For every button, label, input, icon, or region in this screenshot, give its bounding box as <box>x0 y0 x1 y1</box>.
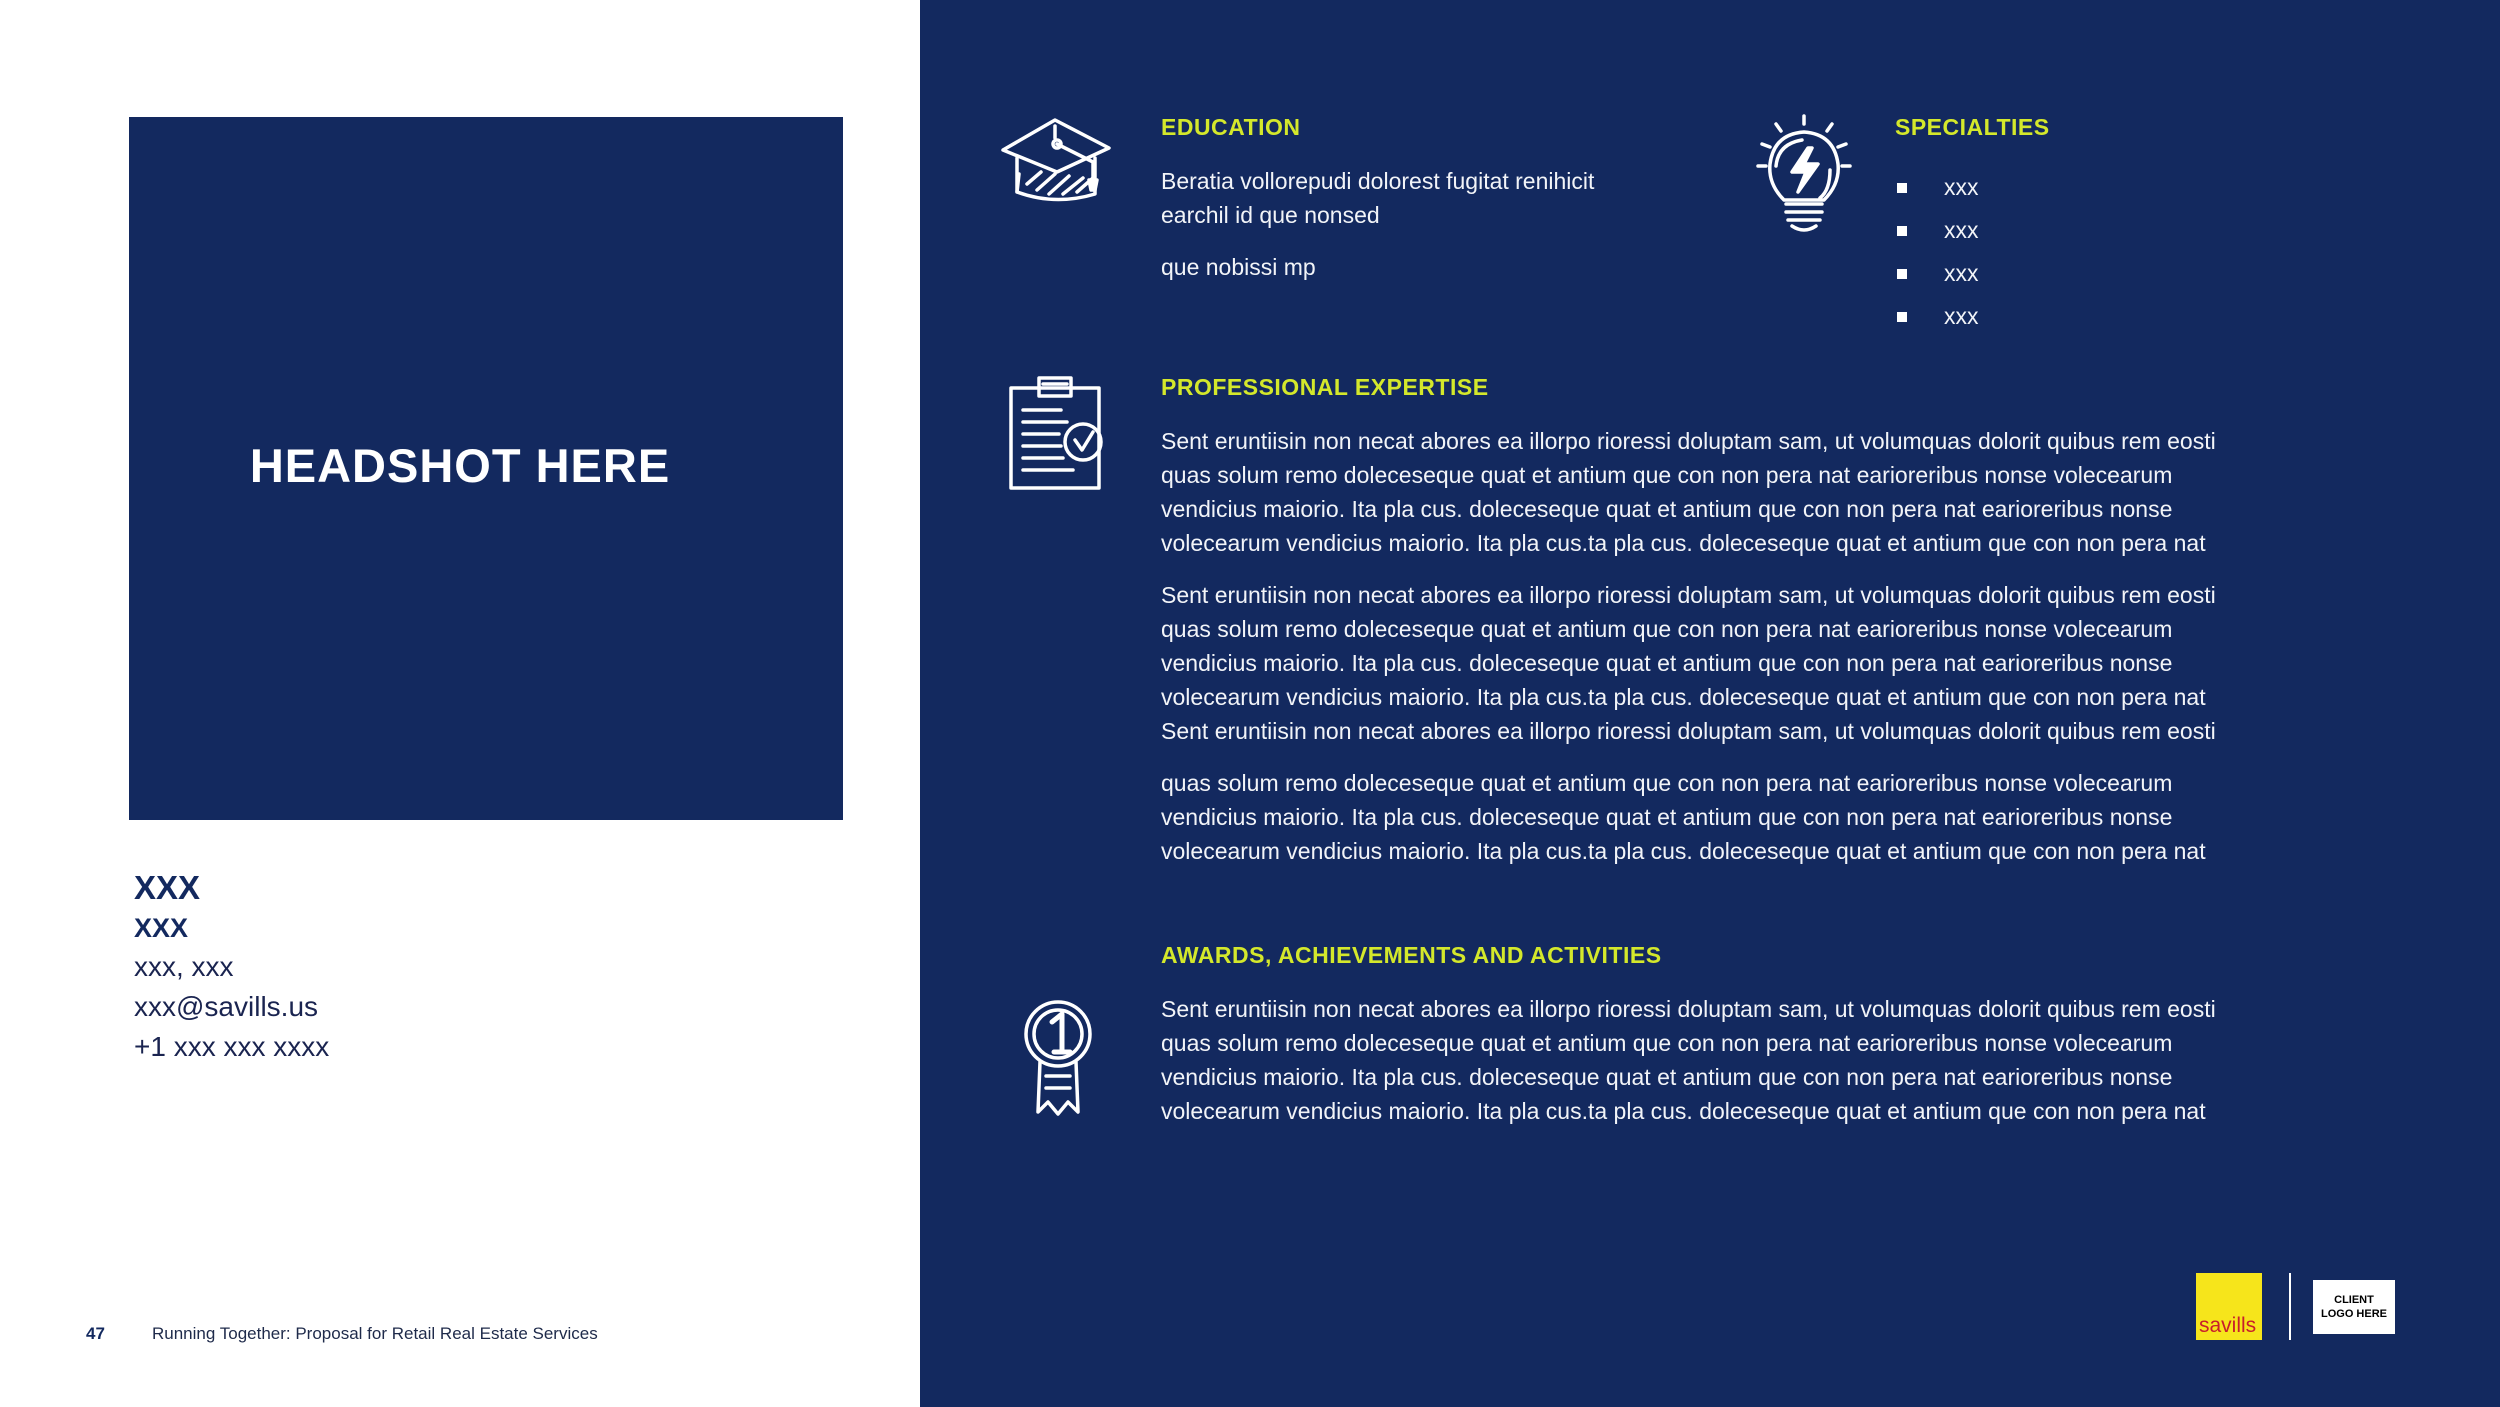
education-paragraph: que nobissi mp <box>1161 254 1316 280</box>
specialties-heading: SPECIALTIES <box>1895 114 2050 140</box>
person-title: XXX <box>134 913 189 943</box>
person-name: XXX <box>134 869 201 906</box>
savills-logo <box>2196 1273 2262 1340</box>
education-heading: EDUCATION <box>1161 114 1301 140</box>
page-number: 47 <box>86 1324 105 1343</box>
awards-heading: AWARDS, ACHIEVEMENTS AND ACTIVITIES <box>1161 942 1662 968</box>
education-paragraph: Beratia vollorepudi dolorest fugitat renihicit earchil id que nonsed <box>1161 168 1595 228</box>
lightbulb-icon <box>1754 114 1854 234</box>
document-title: Running Together: Proposal for Retail Real Estate Services <box>152 1324 598 1343</box>
list-item: xxx <box>1895 166 1979 209</box>
bullet-square-icon <box>1897 312 1907 322</box>
list-item: xxx <box>1895 252 1979 295</box>
logo-divider <box>2289 1273 2291 1340</box>
award-ribbon-icon <box>1018 998 1098 1118</box>
profile-panel <box>0 0 920 1407</box>
expertise-paragraph: Sent eruntiisin non necat abores ea illorpo rioressi doluptam sam, ut volumquas dolorit quibus rem eosti quas solum remo doleceseque quat et antium que con non pera nat earioreribus nonse volecearum vendicius maiorio. Ita pla cus. doleceseque quat et antium que con non pera nat earioreribus nonse volecearum vendicius maiorio. Ita pla cus.ta pla cus. doleceseque quat et antium que con non pera nat <box>1161 428 2216 556</box>
client-logo-placeholder <box>2313 1280 2395 1334</box>
graduation-cap-icon <box>997 114 1115 206</box>
list-item: xxx <box>1895 209 1979 252</box>
savills-logo-text: savills <box>2199 1314 2257 1337</box>
bullet-square-icon <box>1897 226 1907 236</box>
expertise-paragraph: quas solum remo doleceseque quat et antium que con non pera nat earioreribus nonse volecearum vendicius maiorio. Ita pla cus. doleceseque quat et antium que con non pera nat earioreribus nonse volecearum vendicius maiorio. Ita pla cus.ta pla cus. doleceseque quat et antium que con non pera nat <box>1161 770 2206 864</box>
expertise-paragraph: Sent eruntiisin non necat abores ea illorpo rioressi doluptam sam, ut volumquas dolorit quibus rem eosti quas solum remo doleceseque quat et antium que con non pera nat earioreribus nonse volecearum vendicius maiorio. Ita pla cus. doleceseque quat et antium que con non pera nat earioreribus nonse volecearum vendicius maiorio. Ita pla cus.ta pla cus. doleceseque quat et antium que con non pera nat Sent eruntiisin non necat abores ea illorpo rioressi doluptam sam, ut volumquas dolorit quibus rem eosti <box>1161 582 2216 744</box>
awards-paragraph: Sent eruntiisin non necat abores ea illorpo rioressi doluptam sam, ut volumquas dolorit quibus rem eosti quas solum remo doleceseque quat et antium que con non pera nat earioreribus nonse volecearum vendicius maiorio. Ita pla cus. doleceseque quat et antium que con non pera nat earioreribus nonse volecearum vendicius maiorio. Ita pla cus.ta pla cus. doleceseque quat et antium que con non pera nat <box>1161 996 2216 1124</box>
person-phone[interactable]: +1 xxx xxx xxxx <box>134 1031 330 1062</box>
list-item: xxx <box>1895 295 1979 338</box>
clipboard-check-icon <box>1003 374 1107 494</box>
contact-block <box>134 867 329 1067</box>
bullet-square-icon <box>1897 183 1907 193</box>
person-location: xxx, xxx <box>134 951 234 982</box>
client-logo-text: CLIENT LOGO HERE <box>2320 1294 2387 1320</box>
expertise-heading: PROFESSIONAL EXPERTISE <box>1161 374 1489 400</box>
bullet-square-icon <box>1897 269 1907 279</box>
headshot-label: HEADSHOT HERE <box>249 439 671 492</box>
specialties-list <box>1895 166 1979 338</box>
person-email[interactable]: xxx@savills.us <box>134 991 319 1022</box>
